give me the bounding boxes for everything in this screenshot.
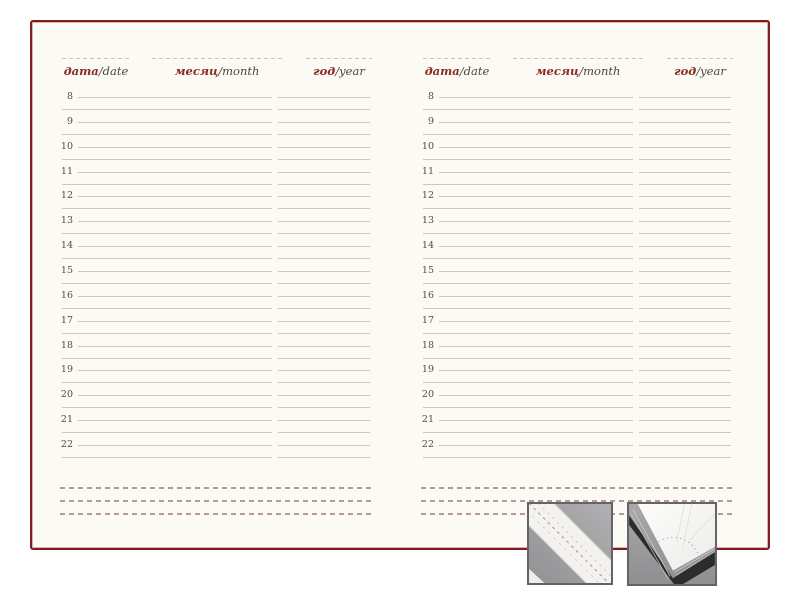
hour-line <box>78 122 272 123</box>
half-hour-line <box>423 208 633 209</box>
hour-line <box>639 321 731 322</box>
hour-line <box>278 258 370 259</box>
date-dashed-line <box>62 58 130 59</box>
hour-line <box>278 184 370 185</box>
hour-line <box>439 420 633 421</box>
hour-line <box>78 221 272 222</box>
hour-line <box>639 233 731 234</box>
half-hour-line <box>423 407 633 408</box>
year-label <box>306 65 372 78</box>
month-label <box>152 65 282 78</box>
hour-label: 12 <box>60 190 73 201</box>
hour-line <box>639 308 731 309</box>
half-hour-line <box>423 457 633 458</box>
hour-label: 14 <box>60 240 73 251</box>
hour-line <box>78 271 272 272</box>
hour-line <box>278 382 370 383</box>
half-hour-line <box>423 134 633 135</box>
half-hour-line <box>62 283 272 284</box>
hour-line <box>439 395 633 396</box>
date-dashed-line <box>423 58 491 59</box>
hour-line <box>639 184 731 185</box>
hour-line <box>639 395 731 396</box>
hour-label: 22 <box>60 439 73 450</box>
half-hour-line <box>423 233 633 234</box>
hour-line <box>639 134 731 135</box>
hour-label: 15 <box>60 265 73 276</box>
hour-line <box>78 296 272 297</box>
month-label <box>513 65 643 78</box>
hour-line <box>78 97 272 98</box>
hour-line <box>439 271 633 272</box>
hour-line <box>439 370 633 371</box>
hour-line <box>278 134 370 135</box>
page-stack-illustration <box>629 504 715 584</box>
date-header <box>62 58 130 78</box>
hour-line <box>278 432 370 433</box>
half-hour-line <box>62 382 272 383</box>
month-label-ru: месяц <box>174 64 219 78</box>
hour-line <box>639 208 731 209</box>
hour-line <box>278 445 370 446</box>
hour-label: 19 <box>421 364 434 375</box>
hour-line <box>439 196 633 197</box>
half-hour-line <box>62 457 272 458</box>
half-hour-line <box>62 407 272 408</box>
hour-line <box>78 321 272 322</box>
hour-line <box>278 196 370 197</box>
hour-label: 18 <box>421 340 434 351</box>
hour-label: 16 <box>421 290 434 301</box>
notes-dashed-line <box>60 487 372 489</box>
half-hour-line <box>62 308 272 309</box>
notes-dashed-line <box>60 500 372 502</box>
inset-page-corner-stack-photo <box>627 502 717 586</box>
hour-label: 17 <box>421 315 434 326</box>
hour-line <box>278 358 370 359</box>
hour-line <box>639 172 731 173</box>
date-label-en: /date <box>98 64 129 78</box>
half-hour-line <box>62 432 272 433</box>
half-hour-line <box>62 233 272 234</box>
date-label-ru: дата <box>424 64 460 78</box>
half-hour-line <box>62 184 272 185</box>
hour-line <box>439 246 633 247</box>
hour-line <box>278 395 370 396</box>
hour-line <box>78 172 272 173</box>
date-header <box>423 58 491 78</box>
hour-line <box>439 296 633 297</box>
hour-line <box>639 333 731 334</box>
hour-line <box>439 147 633 148</box>
hour-line <box>278 407 370 408</box>
hour-line <box>278 208 370 209</box>
year-dashed-line <box>306 58 372 59</box>
hour-line <box>278 271 370 272</box>
hour-label: 18 <box>60 340 73 351</box>
hour-label: 21 <box>421 414 434 425</box>
hour-label: 20 <box>421 389 434 400</box>
hour-line <box>639 283 731 284</box>
year-label-ru: год <box>313 64 336 78</box>
date-label <box>423 65 491 78</box>
right-page <box>421 58 733 534</box>
hour-line <box>278 283 370 284</box>
hour-line <box>278 308 370 309</box>
hour-label: 8 <box>66 91 73 102</box>
hour-grid <box>60 91 372 499</box>
half-hour-line <box>62 159 272 160</box>
hour-line <box>639 346 731 347</box>
hour-line <box>278 122 370 123</box>
year-dashed-line <box>667 58 733 59</box>
hour-line <box>439 122 633 123</box>
hour-line <box>639 382 731 383</box>
half-hour-line <box>423 159 633 160</box>
month-dashed-line <box>152 58 282 59</box>
half-hour-line <box>62 333 272 334</box>
hour-line <box>278 221 370 222</box>
hour-line <box>639 457 731 458</box>
hour-line <box>639 271 731 272</box>
date-label-ru: дата <box>63 64 99 78</box>
notes-dashed-line <box>421 487 733 489</box>
month-dashed-line <box>513 58 643 59</box>
hour-line <box>639 370 731 371</box>
hour-line <box>639 296 731 297</box>
hour-line <box>439 346 633 347</box>
hour-line <box>78 246 272 247</box>
hour-line <box>639 432 731 433</box>
left-page <box>60 58 372 534</box>
month-label-en: /month <box>579 64 621 78</box>
hour-line <box>278 296 370 297</box>
hour-label: 20 <box>60 389 73 400</box>
hour-line <box>639 109 731 110</box>
hour-label: 9 <box>427 116 434 127</box>
hour-line <box>639 358 731 359</box>
hour-line <box>439 321 633 322</box>
hour-line <box>639 196 731 197</box>
month-label-ru: месяц <box>535 64 580 78</box>
hour-label: 9 <box>66 116 73 127</box>
hour-line <box>78 420 272 421</box>
hour-line <box>639 420 731 421</box>
perforated-strip-illustration <box>529 504 611 583</box>
diary-cover <box>30 20 770 550</box>
half-hour-line <box>423 382 633 383</box>
hour-label: 21 <box>60 414 73 425</box>
hour-line <box>78 370 272 371</box>
hour-label: 16 <box>60 290 73 301</box>
hour-label: 19 <box>60 364 73 375</box>
hour-label: 13 <box>421 215 434 226</box>
month-header <box>152 58 282 78</box>
hour-line <box>78 395 272 396</box>
hour-line <box>78 196 272 197</box>
hour-line <box>278 321 370 322</box>
month-header <box>513 58 643 78</box>
hour-line <box>439 172 633 173</box>
hour-grid <box>421 91 733 499</box>
hour-line <box>278 370 370 371</box>
year-header <box>306 58 372 78</box>
hour-line <box>639 407 731 408</box>
half-hour-line <box>423 184 633 185</box>
half-hour-line <box>423 283 633 284</box>
hour-line <box>278 246 370 247</box>
hour-line <box>78 445 272 446</box>
year-label-ru: год <box>674 64 697 78</box>
hour-label: 14 <box>421 240 434 251</box>
hour-line <box>278 109 370 110</box>
hour-label: 11 <box>421 166 434 177</box>
hour-label: 10 <box>60 141 73 152</box>
hour-line <box>78 147 272 148</box>
hour-line <box>639 221 731 222</box>
half-hour-line <box>423 358 633 359</box>
hour-line <box>278 159 370 160</box>
hour-line <box>639 246 731 247</box>
year-label-en: /year <box>335 64 365 78</box>
half-hour-line <box>423 258 633 259</box>
hour-line <box>278 172 370 173</box>
year-header <box>667 58 733 78</box>
half-hour-line <box>62 109 272 110</box>
half-hour-line <box>423 109 633 110</box>
hour-line <box>278 97 370 98</box>
hour-line <box>639 258 731 259</box>
month-label-en: /month <box>218 64 260 78</box>
hour-label: 15 <box>421 265 434 276</box>
date-label <box>62 65 130 78</box>
hour-line <box>278 346 370 347</box>
half-hour-line <box>62 358 272 359</box>
inset-perforated-corner-photo <box>527 502 613 585</box>
hour-label: 8 <box>427 91 434 102</box>
half-hour-line <box>62 208 272 209</box>
hour-label: 22 <box>421 439 434 450</box>
date-label-en: /date <box>459 64 490 78</box>
hour-label: 17 <box>60 315 73 326</box>
hour-line <box>639 147 731 148</box>
half-hour-line <box>423 432 633 433</box>
half-hour-line <box>62 134 272 135</box>
half-hour-line <box>423 333 633 334</box>
hour-line <box>278 420 370 421</box>
year-label-en: /year <box>696 64 726 78</box>
hour-line <box>278 233 370 234</box>
year-label <box>667 65 733 78</box>
hour-label: 10 <box>421 141 434 152</box>
hour-line <box>278 457 370 458</box>
notes-dashed-line <box>60 513 372 515</box>
hour-label: 12 <box>421 190 434 201</box>
hour-line <box>639 122 731 123</box>
hour-line <box>639 159 731 160</box>
half-hour-line <box>62 258 272 259</box>
hour-label: 11 <box>60 166 73 177</box>
hour-line <box>639 445 731 446</box>
hour-line <box>439 445 633 446</box>
half-hour-line <box>423 308 633 309</box>
hour-line <box>78 346 272 347</box>
hour-line <box>439 221 633 222</box>
hour-line <box>639 97 731 98</box>
hour-line <box>278 333 370 334</box>
hour-line <box>278 147 370 148</box>
hour-line <box>439 97 633 98</box>
hour-label: 13 <box>60 215 73 226</box>
